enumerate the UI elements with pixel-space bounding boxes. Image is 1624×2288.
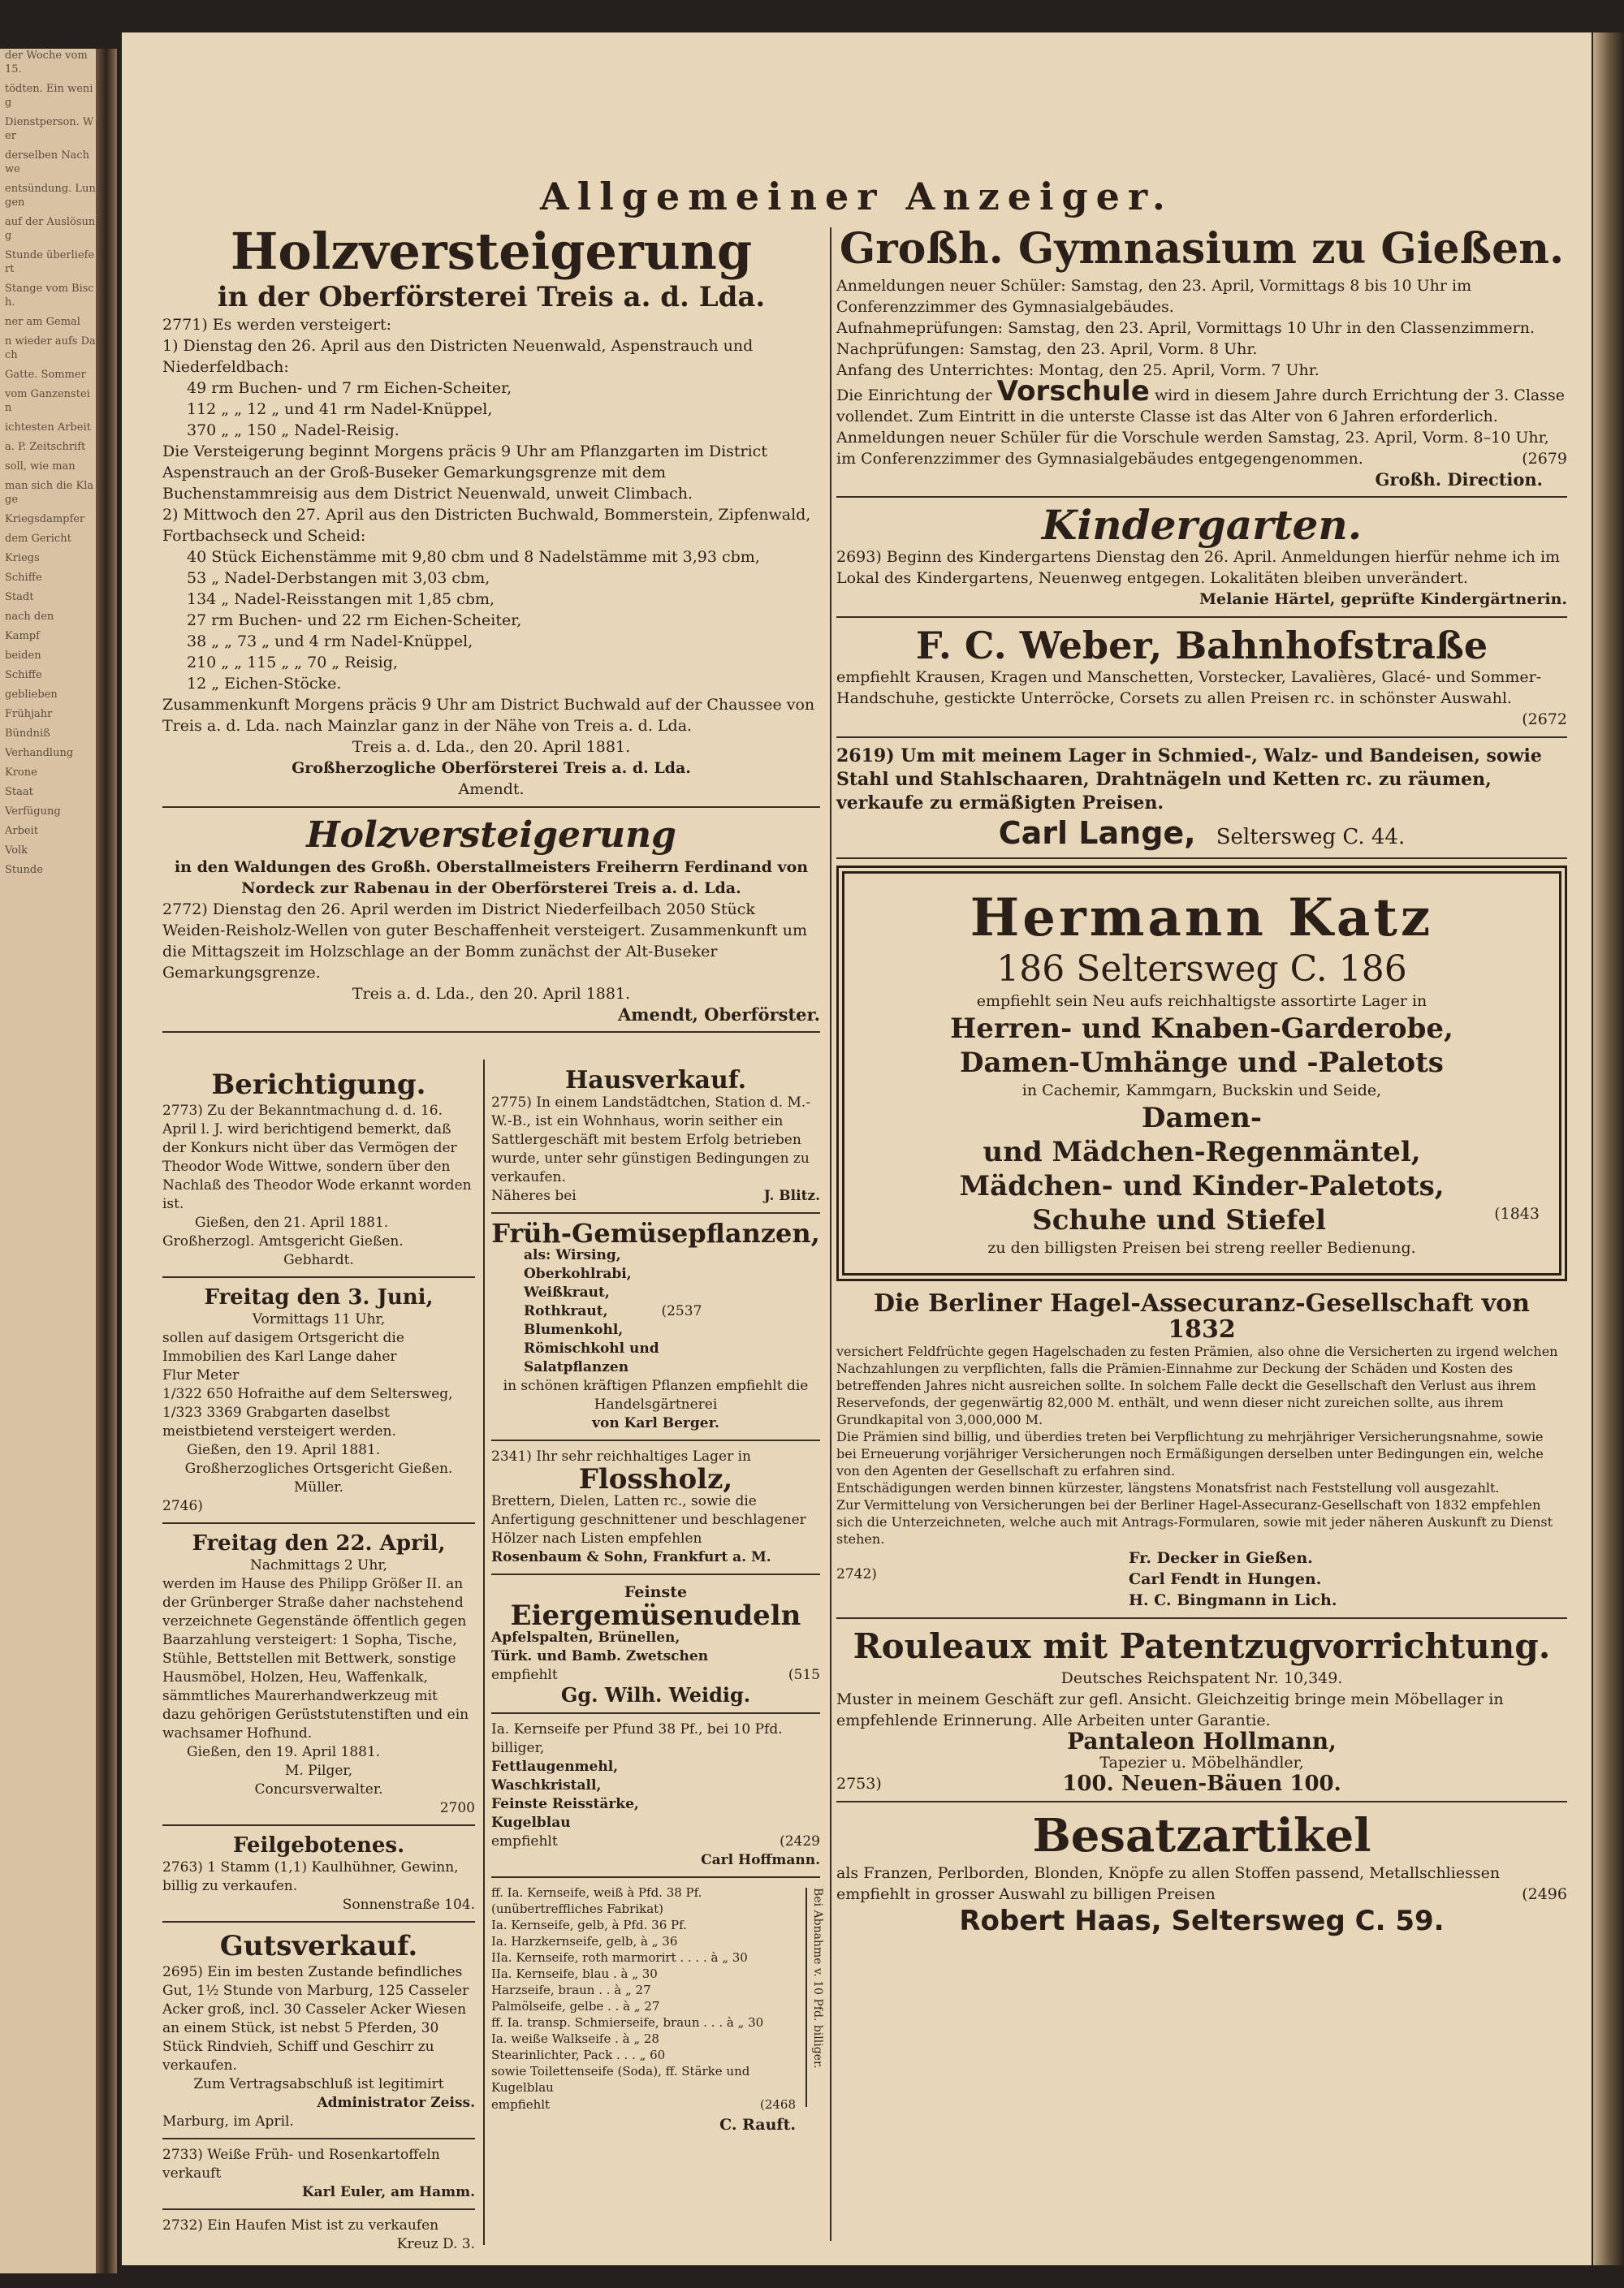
previous-page-fragment: Kampf — [5, 630, 40, 642]
ad-text: in schönen kräftigen Pflanzen empfiehlt die Handelsgärtnerei — [503, 1378, 809, 1413]
previous-page-fragment: Krone — [5, 766, 37, 779]
ad-number: (2429 — [780, 1833, 820, 1850]
ad-title: Feilgebotenes. — [232, 1833, 405, 1858]
ad-signature: J. Blitz. — [763, 1188, 820, 1204]
ad-text: Vormittags 11 Uhr, — [252, 1311, 386, 1327]
previous-page-fragment: derselben Nachwe — [5, 149, 90, 175]
ad-row: 12 „ Eichen-Stöcke. — [187, 675, 342, 693]
price-row: (unübertreffliches Fabrikat) — [491, 1902, 664, 1916]
price-side-note: Bei Abnahme v. 10 Pfd. billiger. — [806, 1888, 825, 2107]
ad-hagel-assecuranz — [836, 1291, 1567, 1619]
ad-line: Damen- — [1142, 1102, 1262, 1134]
ad-row: 27 rm Buchen- und 22 rm Eichen-Scheiter, — [187, 611, 522, 629]
ad-date: Gießen, den 21. April 1881. — [195, 1215, 389, 1231]
ad-text: empfiehlt — [491, 1833, 558, 1850]
ad-row: 49 rm Buchen- und 7 rm Eichen-Scheiter, — [187, 379, 512, 397]
previous-page-fragment: Arbeit — [5, 825, 38, 837]
newspaper-page — [122, 32, 1592, 2265]
ad-signature: Großherzogliche Oberförsterei Treis a. d. Lda. — [292, 759, 691, 777]
book-spine — [96, 49, 117, 2273]
previous-page-fragment: Gatte. Sommer — [5, 369, 86, 381]
previous-page-fragment: dem Gericht — [5, 533, 71, 545]
ad-item — [524, 1302, 820, 1321]
ad-signature: Carl Hoffmann. — [701, 1852, 820, 1868]
previous-page-fragment: Stunde überliefert — [5, 249, 95, 275]
previous-page-fragment: Schiffe — [5, 669, 42, 681]
ad-text: 2341) Ihr sehr reichhaltiges Lager in — [491, 1448, 751, 1465]
ad-text-part: als Franzen, Perlborden, Blonden, Knöpfe zu allen Stoffen passend, Metallschliessen empfiehlt in grosser Auswahl zu billigen Preisen — [836, 1864, 1501, 1903]
ad-hermann-katz — [836, 866, 1567, 1281]
ad-subtitle: in der Oberförsterei Treis a. d. Lda. — [217, 281, 766, 313]
ad-footer — [491, 1666, 820, 1685]
ad-title: Früh-Gemüsepflanzen, — [491, 1218, 820, 1249]
ad-row: 112 „ „ 12 „ und 41 rm Nadel-Knüppel, — [187, 400, 493, 418]
ad-number: (1843 — [1494, 1205, 1540, 1223]
ad-number: (2537 — [661, 1303, 702, 1319]
ad-text: zu den billigsten Preisen bei streng reeller Bedienung. — [987, 1239, 1416, 1257]
ad-title: Großh. Gymnasium zu Gießen. — [839, 224, 1565, 274]
ad-date: Treis a. d. Lda., den 20. April 1881. — [352, 985, 631, 1003]
ad-address: Kreuz D. 3. — [396, 2236, 475, 2252]
ad-signature: Großh. Direction. — [1375, 469, 1543, 490]
previous-page-fragment: der Woche vom 15. — [5, 50, 88, 76]
ad-line — [864, 1203, 1540, 1237]
column-rule — [830, 227, 831, 2241]
ad-text: 2763) 1 Stamm (1,1) Kaulhühner, Gewinn, billig zu verkaufen. — [162, 1859, 459, 1894]
ad-item-label: Rothkraut, — [524, 1303, 608, 1319]
ad-text: 2733) Weiße Früh- und Rosenkartoffeln verkauft — [162, 2147, 440, 2182]
ad-text: Zum Vertragsabschluß ist legitimirt — [193, 2076, 444, 2092]
price-row: ff. Ia. Kernseife, weiß à Pfd. 38 Pf. — [491, 1885, 702, 1900]
previous-page-fragment: ner am Gemal — [5, 316, 80, 328]
ad-text: 2771) Es werden versteigert: — [162, 316, 392, 334]
ad-item: Fettlaugenmehl, — [491, 1759, 619, 1775]
ad-number: 2700 — [439, 1800, 475, 1816]
ad-flossholz — [491, 1448, 820, 1575]
ad-hausverkauf — [491, 1068, 820, 1214]
ad-freitag-april — [162, 1530, 475, 1826]
ad-list — [491, 1758, 820, 1833]
ad-text-part: wird in diesem Jahre durch Errichtung der 3. Classe vollendet. Zum Eintritt in die unterste Classe ist das Alter von 6 Jahren erforderlich. Anmeldungen neuer Schüler für die Vorschule werden Samstag, 23. April, Vorm. 8–10 Uhr, im Conferenzzimmer des Gymnasialgebäudes entgegengenommen. — [836, 386, 1565, 468]
agent-line: Carl Fendt in Hungen. — [1129, 1570, 1322, 1588]
ad-signature: von Karl Berger. — [592, 1415, 719, 1431]
ad-signature: M. Pilger, — [284, 1763, 353, 1779]
ad-item: Türk. und Bamb. Zwetschen — [491, 1648, 709, 1664]
ad-number: (2496 — [1522, 1885, 1567, 1903]
previous-page-fragment: Dienstperson. Wer — [5, 116, 94, 142]
ad-signature: Administrator Zeiss. — [317, 2095, 475, 2111]
ad-line-text: Schuhe und Stiefel — [1032, 1204, 1327, 1237]
ad-signature: Gebhardt. — [283, 1252, 354, 1268]
ad-text: Brettern, Dielen, Latten rc., sowie die Anfertigung geschnittener und beschlagener Hölzer nach Listen empfehlen — [491, 1493, 806, 1547]
ad-title: Holzversteigerung — [230, 222, 753, 281]
column-rule — [483, 1060, 485, 2245]
ad-number: (2468 — [759, 2097, 796, 2112]
ad-signature-line — [836, 815, 1567, 851]
ad-text: 2) Mittwoch den 27. April aus den Districten Buchwald, Bommerstein, Zipfenwald, Fortbachseck und Scheid: — [162, 506, 811, 545]
ad-list — [491, 1246, 820, 1377]
ad-signature: C. Rauft. — [719, 2116, 796, 2134]
ad-text: Zur Vermittelung von Versicherungen bei der Berliner Hagel-Assecuranz-Gesellschaft von 1832 empfehlen sich die Unterzeichneten, welche auch mit Antrags-Formularen, sowie mit jeder näheren Auskunft zu Dienst stehen. — [836, 1497, 1553, 1547]
ad-signature: Großherzogl. Amtsgericht Gießen. — [162, 1233, 404, 1250]
column-left-bottom — [162, 1068, 475, 2252]
ad-signature: Gg. Wilh. Weidig. — [560, 1683, 751, 1707]
ad-date: Treis a. d. Lda., den 20. April 1881. — [352, 738, 631, 756]
previous-page-fragment: nach den — [5, 611, 54, 623]
ad-address: 186 Seltersweg C. 186 — [996, 948, 1407, 990]
ad-holzversteigerung-2 — [162, 814, 820, 1033]
ad-contact — [491, 1187, 820, 1206]
ad-text: 2693) Beginn des Kindergartens Dienstag den 26. April. Anmeldungen hierfür nehme ich im Lokal des Kindergartens, Neuenweg entgegen. Lokalitäten bleiben unverändert. — [836, 548, 1561, 587]
agent-line: Fr. Decker in Gießen. — [1129, 1549, 1313, 1567]
ad-number: (2672 — [1522, 710, 1567, 728]
price-row: IIa. Kernseife, roth marmorirt . . . . à „ 30 — [491, 1950, 748, 1965]
ad-text: Ia. Kernseife per Pfund 38 Pf., bei 10 Pfd. billiger, — [491, 1721, 783, 1756]
ad-row: 1/322 650 Hofraithe auf dem Seltersweg, — [162, 1386, 453, 1402]
schedule-line: Aufnahmeprüfungen: Samstag, den 23. April, Vormittags 10 Uhr in den Classenzimmern. — [836, 319, 1535, 337]
ad-text: Deutsches Reichspatent Nr. 10,349. — [1060, 1669, 1343, 1687]
previous-page-fragment: tödten. Ein wenig — [5, 83, 93, 109]
column-left-top — [162, 223, 820, 1060]
previous-page-fragment: ichtesten Arbeit — [5, 421, 91, 434]
ad-gymnasium — [836, 223, 1567, 498]
previous-page-fragment: man sich die Klage — [5, 480, 94, 506]
ad-signature: Müller. — [294, 1479, 343, 1496]
price-row: Palmölseife, gelbe . . à „ 27 — [491, 1999, 660, 2014]
ad-address: Sonnenstraße 104. — [342, 1897, 475, 1913]
ad-row: 38 „ „ 73 „ und 4 rm Nadel-Knüppel, — [187, 632, 473, 650]
ad-signature: Rosenbaum & Sohn, Frankfurt a. M. — [491, 1549, 771, 1565]
ad-fruehgemuese — [491, 1220, 820, 1441]
ad-rows — [162, 378, 820, 441]
ad-footer — [836, 1773, 1567, 1794]
previous-page-fragment: geblieben — [5, 689, 58, 701]
ad-feilgebotenes — [162, 1833, 475, 1923]
ad-kernseife — [491, 1720, 820, 1878]
ad-text: Zusammenkunft Morgens präcis 9 Uhr am District Buchwald auf der Chaussee von Treis a. d. Lda. nach Mainzlar ganz in der Nähe von Treis a. d. Lda. — [162, 696, 815, 735]
ad-title: F. C. Weber, Bahnhofstraße — [915, 624, 1488, 667]
ad-title: Eiergemüsenudeln — [510, 1599, 801, 1632]
ad-row: 53 „ Nadel-Derbstangen mit 3,03 cbm, — [187, 569, 490, 587]
ad-carl-lange — [836, 745, 1567, 859]
ad-freitag-juni — [162, 1284, 475, 1524]
ad-agents — [836, 1548, 1567, 1611]
ad-text: 2775) In einem Landstädtchen, Station d. M.-W.-B., ist ein Wohnhaus, worin seither ein Sattlergeschäft mit bestem Erfolg betrieben wurde, unter sehr günstigen Bedingungen zu verkaufen. — [491, 1094, 811, 1185]
ad-signature: Carl Lange, — [998, 815, 1196, 851]
ad-text — [836, 375, 1567, 469]
ad-gutsverkauf — [162, 1929, 475, 2139]
ad-subtitle: in den Waldungen des Großh. Oberstallmeisters Freiherrn Ferdinand von Nordeck zur Rabenau in der Oberförsterei Treis a. d. Lda. — [174, 858, 809, 897]
ad-title: Freitag den 22. April, — [192, 1531, 446, 1556]
ad-text: empfiehlt Krausen, Kragen und Manschetten, Vorstecker, Lavalières, Glacé- und Sommer-Handschuhe, gestickte Unterröcke, Corsets zu allen Preisen rc. in schönster Auswahl. — [836, 668, 1542, 707]
ad-title: Hermann Katz — [970, 887, 1434, 948]
ad-number: 2753) — [836, 1775, 882, 1793]
column-middle — [491, 1066, 824, 2249]
previous-page-fragment: Schiffe — [5, 572, 42, 584]
ad-footer — [491, 1833, 820, 1851]
previous-page-fragment: Frühjahr — [5, 708, 53, 720]
ad-signature: Großherzogliches Ortsgericht Gießen. — [184, 1461, 453, 1477]
ad-kindergarten — [836, 501, 1567, 618]
previous-page-fragment: Stunde — [5, 864, 43, 876]
ad-kartoffeln — [162, 2146, 475, 2210]
ad-number: 2746) — [162, 1498, 203, 1514]
ad-number: 2742) — [836, 1566, 877, 1582]
previous-page-fragment: beiden — [5, 650, 41, 662]
ad-signature: Tapezier u. Möbelhändler, — [1099, 1754, 1304, 1772]
ad-preisliste — [491, 1884, 824, 2135]
previous-page-fragment: a. P. Zeitschrift — [5, 441, 86, 453]
ad-row: 370 „ „ 150 „ Nadel-Reisig. — [187, 421, 400, 439]
ad-title: Flossholz, — [578, 1463, 733, 1496]
ad-text: empfiehlt sein Neu aufs reichhaltigste assortirte Lager in — [976, 992, 1427, 1010]
schedule-line: Anfang des Unterrichtes: Montag, den 25. April, Vorm. 7 Uhr. — [836, 361, 1320, 379]
previous-page-fragment: Stange vom Bisch. — [5, 283, 94, 309]
ad-text: empfiehlt — [491, 1667, 558, 1683]
ad-date: Marburg, im April. — [162, 2113, 294, 2130]
ad-berichtigung — [162, 1068, 475, 1278]
ad-text: Entschädigungen werden binnen kürzester, längstens Monatsfrist nach Feststellung voll ausgezahlt. — [836, 1480, 1500, 1496]
ad-row: Flur Meter — [162, 1367, 240, 1384]
ad-footer — [491, 2096, 796, 2114]
price-row: Stearinlichter, Pack . . . „ 60 — [491, 2048, 666, 2062]
ad-item: als: Wirsing, — [524, 1247, 621, 1263]
ad-rouleaux — [836, 1625, 1567, 1802]
ad-schedule — [836, 275, 1567, 381]
price-row: IIa. Kernseife, blau . à „ 30 — [491, 1966, 658, 1981]
previous-page-fragment: Stadt — [5, 591, 34, 603]
ad-rows — [162, 1366, 475, 1422]
ad-text: Nachmittags 2 Uhr, — [249, 1557, 387, 1574]
previous-page-fragment: Staat — [5, 786, 33, 798]
ad-line: Damen-Umhänge und -Paletots — [960, 1047, 1444, 1079]
ad-title: Holzversteigerung — [306, 814, 676, 856]
ad-signature: Melanie Härtel, geprüfte Kindergärtnerin. — [1199, 590, 1567, 608]
price-row: ff. Ia. transp. Schmierseife, braun . . . à „ 30 — [491, 2015, 764, 2030]
ad-eiergemuesenudeln — [491, 1582, 820, 1714]
previous-page-fragment: vom Ganzenstein — [5, 388, 90, 414]
ad-rows — [162, 546, 820, 694]
ad-item: Kugelblau — [491, 1815, 571, 1831]
ad-item: Oberkohlrabi, — [524, 1266, 632, 1282]
ad-line: und Mädchen-Regenmäntel, — [983, 1136, 1421, 1168]
ad-row: 40 Stück Eichenstämme mit 9,80 cbm und 8 Nadelstämme mit 3,93 cbm, — [187, 548, 760, 566]
ad-item: Waschkristall, — [491, 1777, 602, 1794]
previous-page-fragment: Kriegs — [5, 552, 40, 564]
ad-title: Freitag den 3. Juni, — [204, 1285, 434, 1310]
ad-title: Hausverkauf. — [564, 1066, 747, 1094]
ad-number: (2679 — [1522, 450, 1567, 468]
ad-holzversteigerung-1 — [162, 223, 820, 808]
ad-title: Besatzartikel — [1032, 1809, 1371, 1863]
ad-highlight: Vorschule — [996, 375, 1150, 408]
ad-title: Gutsverkauf. — [219, 1930, 418, 1962]
ad-text-part: Die Einrichtung der — [836, 386, 992, 404]
ad-signature: Amendt. — [458, 780, 525, 798]
price-row: Ia. Kernseife, gelb, à Pfd. 36 Pf. — [491, 1918, 687, 1932]
ad-text: Die Versteigerung beginnt Morgens präcis 9 Uhr am Pflanzgarten im District Aspenstrauch an der Groß-Buseker Gemarkungsgrenze mit dem Buchenstammreisig aus dem District Neuenwald, unweit Climbach. — [162, 442, 767, 503]
schedule-line: Anmeldungen neuer Schüler: Samstag, den 23. April, Vormittags 8 bis 10 Uhr im Conferenzzimmer des Gymnasialgebäudes. — [836, 277, 1472, 316]
ad-address: 100. Neuen-Bäuen 100. — [1062, 1772, 1341, 1796]
ad-line: Herren- und Knaben-Garderobe, — [950, 1012, 1453, 1045]
ad-text: 2619) Um mit meinem Lager in Schmied-, Walz- und Bandeisen, sowie Stahl und Stahlschaaren, Drahtnägeln und Ketten rc. zu räumen, verkaufe zu ermäßigten Preisen. — [836, 745, 1542, 814]
ad-text: Die Prämien sind billig, und überdies treten bei Verpflichtung zu mehrjähriger Versicherungsnahme, sowie bei Erneuerung vorjähriger Versicherungen noch Ermäßigungen derselben unter Bedingungen ein, welche von den Agenten der Gesellschaft zu erfahren sind. — [836, 1429, 1544, 1479]
page-edge — [1593, 32, 1624, 2265]
ad-text: 2772) Dienstag den 26. April werden im District Niederfeilbach 2050 Stück Weiden-Reisholz-Wellen von guter Beschaffenheit versteigert. Zusammenkunft um die Mittagszeit im Holzschlage an der Bomm zunächst der Alt-Buseker Gemarkungsgrenze. — [162, 900, 807, 982]
ad-row: 134 „ Nadel-Reisstangen mit 1,85 cbm, — [187, 590, 495, 608]
ad-item: Apfelspalten, Brünellen, — [491, 1630, 680, 1646]
ad-item: Weißkraut, — [524, 1284, 610, 1301]
schedule-line: Nachprüfungen: Samstag, den 23. April, Vorm. 8 Uhr. — [836, 340, 1258, 358]
ad-signature: Pantaleon Hollmann, — [1067, 1728, 1337, 1755]
ad-date: Gießen, den 19. April 1881. — [187, 1744, 381, 1760]
previous-page-fragment: auf der Auslösung — [5, 216, 96, 242]
ad-item: Feinste Reisstärke, — [491, 1796, 639, 1812]
ad-title: Die Berliner Hagel-Assecuranz-Gesellschaft von 1832 — [874, 1289, 1530, 1344]
ad-mist — [162, 2217, 475, 2254]
ad-line: Mädchen- und Kinder-Paletots, — [959, 1170, 1445, 1202]
previous-page-fragment: Verhandlung — [5, 747, 74, 759]
previous-page-fragment: Verfügung — [5, 805, 61, 818]
ad-signature: Robert Haas, Seltersweg C. 59. — [959, 1905, 1445, 1937]
ad-signature: Karl Euler, am Hamm. — [301, 2184, 475, 2200]
ad-text: 2732) Ein Haufen Mist ist zu verkaufen — [162, 2217, 439, 2234]
ad-text: Näheres bei — [491, 1188, 577, 1204]
previous-page-fragment: Bündniß — [5, 727, 50, 740]
ad-text: 2695) Ein im besten Zustande befindliches Gut, 1½ Stunde von Marburg, 125 Casseler Acker groß, incl. 30 Casseler Acker Wiesen an einem Stück, ist nebst 5 Pferden, 30 Stück Rindvieh, Schiff und Geschirr zu verkaufen. — [162, 1964, 469, 2074]
column-right — [836, 223, 1567, 2249]
price-row: Ia. Harzkernseife, gelb, à „ 36 — [491, 1934, 678, 1949]
ad-text — [836, 1863, 1567, 1905]
ad-title: Berichtigung. — [211, 1068, 426, 1101]
ad-text: versichert Feldfrüchte gegen Hagelschaden zu festen Prämien, also ohne die Versicherten zu irgend welchen Nachzahlungen zu verpflichten, falls die Prämien-Einnahme zur Deckung der Schäden und Kosten des betreffenden Jahres nicht ausreichen sollte. In solchem Falle deckt die Gesellschaft den Verlust aus ihrem Reservefonds, der gegenwärtig 82,000 M. enthält, und wenn dieser nicht zureichen sollte, aus ihrem Grundkapital von 3,000,000 M. — [836, 1344, 1558, 1427]
ad-text: 2773) Zu der Bekanntmachung d. d. 16. April l. J. wird berichtigend bemerkt, daß der Konkurs nicht über das Vermögen der Theodor Wode Wittwe, sondern über den Nachlaß des Theodor Wode erkannt worden ist. — [162, 1103, 472, 1212]
ad-weber — [836, 624, 1567, 738]
ad-text: Feinste — [624, 1583, 688, 1601]
ad-title: Rouleaux mit Patentzugvorrichtung. — [853, 1626, 1551, 1666]
ad-row: 210 „ „ 115 „ „ 70 „ Reisig, — [187, 654, 398, 671]
ad-item: Salatpflanzen — [524, 1359, 629, 1375]
ad-text: sollen auf dasigem Ortsgericht die Immobilien des Karl Lange daher — [162, 1330, 404, 1365]
ad-text: meistbietend versteigert werden. — [162, 1423, 396, 1440]
price-list — [491, 1884, 796, 2096]
previous-page-fragment: entsündung. Lungen — [5, 183, 96, 209]
ad-title: Kindergarten. — [1041, 501, 1363, 549]
ad-text: empfiehlt — [491, 2097, 551, 2112]
ad-list — [491, 1629, 820, 1666]
ad-besatzartikel — [836, 1809, 1567, 1937]
previous-page-fragment: n wieder aufs Dach — [5, 335, 96, 361]
page-title: Allgemeiner Anzeiger. — [540, 175, 1173, 218]
ad-text: Muster in meinem Geschäft zur gefl. Ansicht. Gleichzeitig bringe mein Möbellager in empfehlende Erinnerung. Alle Arbeiten unter Garantie. — [836, 1690, 1504, 1729]
ad-text: 1) Dienstag den 26. April aus den Districten Neuenwald, Aspenstrauch und Niederfeldbach: — [162, 337, 754, 376]
ad-text: in Cachemir, Kammgarn, Buckskin und Seide, — [1021, 1081, 1382, 1099]
previous-page-fragment: Kriegsdampfer — [5, 513, 85, 525]
ad-item: Römischkohl und — [524, 1340, 659, 1357]
price-row: Harzseife, braun . . à „ 27 — [491, 1983, 651, 1997]
ad-item: Blumenkohl, — [524, 1322, 624, 1338]
ad-signature: Concursverwalter. — [254, 1781, 383, 1798]
agent-line: H. C. Bingmann in Lich. — [1129, 1591, 1337, 1609]
previous-page-fragment: soll, wie man — [5, 460, 76, 473]
previous-page-fragment: Volk — [5, 844, 28, 857]
ad-address: Seltersweg C. 44. — [1216, 825, 1406, 849]
ad-signature: Amendt, Oberförster. — [618, 1004, 820, 1025]
price-row: sowie Toilettenseife (Soda), ff. Stärke und Kugelblau — [491, 2064, 750, 2095]
ad-text: werden im Hause des Philipp Größer II. an der Grünberger Straße daher nachstehend verzeichnete Gegenstände öffentlich gegen Baarzahlung versteigert: 1 Sopha, Tische, Stühle, Bettstellen mit Bettwerk, sonstige Hausmöbel, Holzen, Heu, Waffenkalk, sämmtliches Maurerhandwerkzeug mit dazu gehörigen Gerüststutenstiften und ein wachsamer Hofhund. — [162, 1576, 469, 1742]
ad-row: 1/323 3369 Grabgarten daselbst — [162, 1405, 390, 1421]
ad-number: (515 — [788, 1667, 820, 1683]
price-row: Ia. weiße Walkseife . à „ 28 — [491, 2031, 659, 2046]
previous-page-strip — [0, 49, 96, 2273]
ad-date: Gießen, den 19. April 1881. — [187, 1442, 381, 1458]
